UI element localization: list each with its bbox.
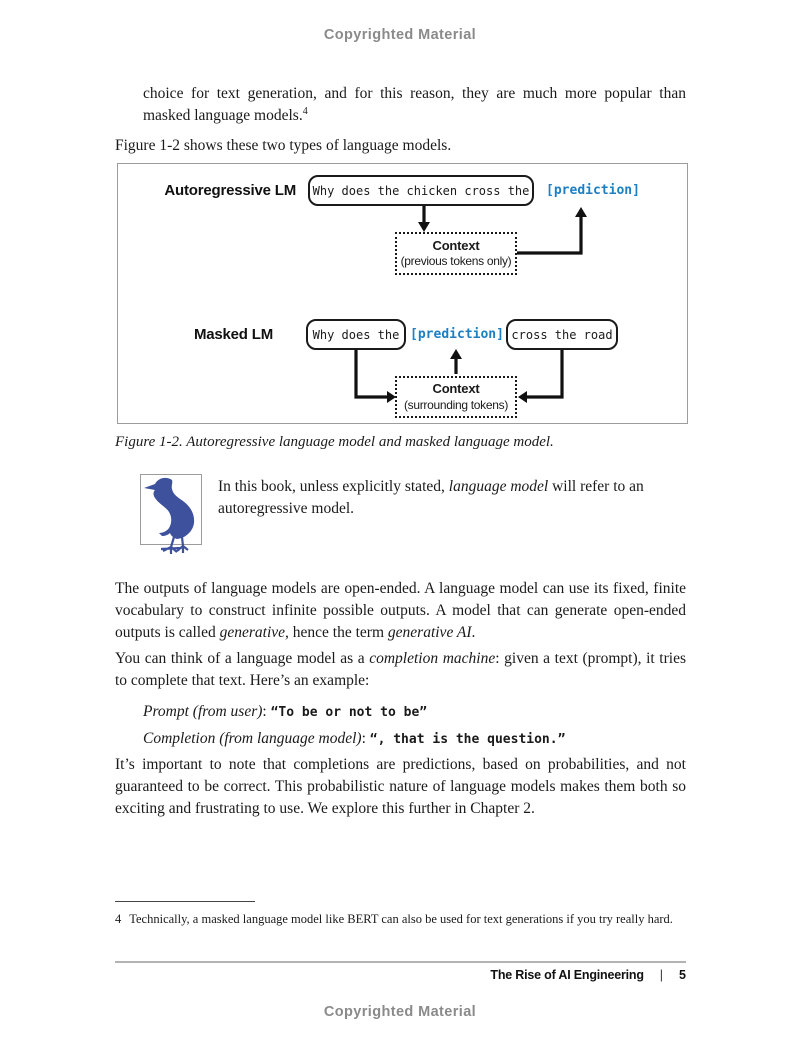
footer-rule xyxy=(115,961,686,963)
masked-right-tokens-box: cross the road xyxy=(506,319,618,350)
masked-left-tokens-box: Why does the xyxy=(306,319,406,350)
context-subtitle: (previous tokens only) xyxy=(400,254,512,269)
prompt-example-line: Prompt (from user): “To be or not to be” xyxy=(143,703,428,720)
autoregressive-row-label: Autoregressive LM xyxy=(164,182,296,199)
context-box-masked xyxy=(395,376,517,418)
masked-row-label: Masked LM xyxy=(193,326,273,343)
footnote-divider xyxy=(115,901,255,902)
footnote-marker: 4 xyxy=(115,912,122,926)
context-box-autoregressive xyxy=(395,232,517,275)
context-subtitle: (surrounding tokens) xyxy=(403,397,509,412)
body-paragraph-probabilistic: It’s important to note that completions are predictions, based on probabilities, and not guaranteed to be correct. This probabilistic nature of language models makes them both so exciting and frustrating to use. We explore this further in Chapter 2. xyxy=(115,756,686,817)
footnote-text: Technically, a masked language model like BERT can also be used for text generations if you try really hard. xyxy=(129,912,673,926)
body-paragraph-continued: choice for text generation, and for this reason, they are much more popular than masked language models.$^4$ xyxy=(143,85,686,124)
body-paragraph-completion-machine: You can think of a language model as a completion machine: given a text (prompt), it tries to complete that text. Here’s an example: xyxy=(115,650,686,689)
page-number: 5 xyxy=(679,968,686,982)
figure-1-2 xyxy=(117,163,688,424)
body-paragraph-outputs: The outputs of language models are open-ended. A language model can use its fixed, finite vocabulary to construct infinite possible outputs. A model that can generate open-ended outputs is called generative, hence the term generative AI. xyxy=(115,580,686,641)
figure-caption: Figure 1-2. Autoregressive language model and masked language model. xyxy=(115,434,554,450)
note-admonition-icon-box xyxy=(140,474,202,545)
copyright-banner-bottom: Copyrighted Material xyxy=(323,1004,477,1020)
crow-icon xyxy=(141,475,203,557)
autoregressive-input-tokens-box: Why does the chicken cross the xyxy=(308,175,534,206)
autoregressive-prediction-token: [prediction] xyxy=(546,183,640,198)
context-title: Context xyxy=(432,381,480,397)
note-text: In this book, unless explicitly stated, language model will refer to an autoregressive model. xyxy=(218,478,644,517)
footnote xyxy=(115,911,690,927)
masked-prediction-token: [prediction] xyxy=(410,327,504,342)
completion-example-line: Completion (from language model): “, that is the question.” xyxy=(143,730,566,747)
footer-separator: | xyxy=(659,968,664,982)
figure-leadin-paragraph: Figure 1-2 shows these two types of language models. xyxy=(115,137,452,154)
context-title: Context xyxy=(432,237,480,253)
chapter-title: The Rise of AI Engineering xyxy=(490,968,644,982)
copyright-banner-top: Copyrighted Material xyxy=(323,27,477,43)
page-footer xyxy=(115,968,686,982)
